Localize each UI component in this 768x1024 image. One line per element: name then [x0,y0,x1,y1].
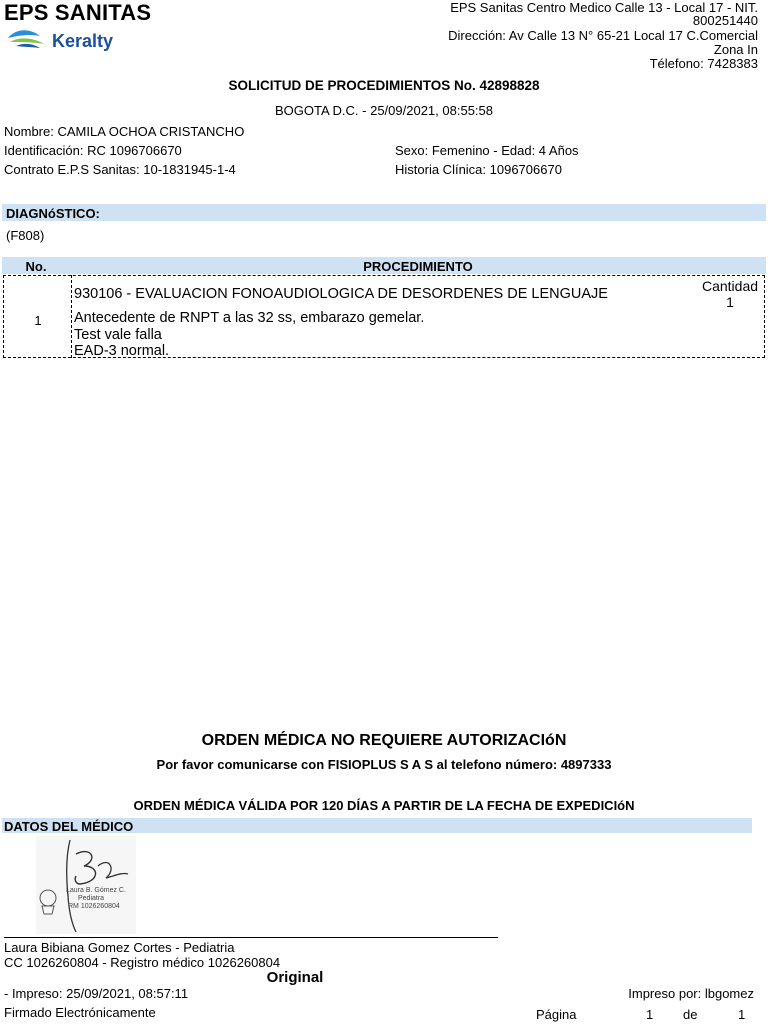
keralty-logo [6,26,161,52]
diagnosis-label: DIAGNóSTICO: [6,206,100,221]
patient-sex-age: Sexo: Femenino - Edad: 4 Años [395,143,579,158]
center-nit: 800251440 [692,13,758,28]
page-label: Página [536,1007,577,1022]
quantity-label: Cantidad [701,278,759,294]
signature-line [4,937,498,938]
original-label: Original [266,969,324,986]
col-procedure-header: PROCEDIMIENTO [363,259,473,274]
patient-history: Historia Clínica: 1096706670 [395,162,562,177]
doctor-signature [36,836,136,934]
keralty-logo-icon [6,26,161,52]
stamp-name: Laura B. Gómez C. [66,887,126,894]
procedure-note-3: EAD-3 normal. [74,343,170,359]
procedure-no: 1 [34,313,42,328]
page-current: 1 [646,1007,654,1022]
procedure-note-1: Antecedente de RNPT a las 32 ss, embarazo gemelar. [74,310,425,326]
page-total: 1 [738,1007,746,1022]
patient-contract: Contrato E.P.S Sanitas: 10-1831945-1-4 [4,162,236,177]
doctor-name: Laura Bibiana Gomez Cortes - Pediatria [4,940,235,955]
quantity-value: 1 [726,294,734,310]
procedure-name: 930106 - EVALUACION FONOAUDIOLOGICA DE DESORDENES DE LENGUAJE [74,286,608,302]
contact-notice: Por favor comunicarse con FISIOPLUS S A S al telefono número: 4897333 [156,757,612,772]
diagnosis-bar [2,204,766,221]
stamp-specialty: Pediatra [78,895,105,902]
patient-id: Identificación: RC 1096706670 [4,143,182,158]
printed-date: - Impreso: 25/09/2021, 08:57:11 [4,986,189,1001]
signature-stamp-icon [36,836,136,934]
diagnosis-code: (F808) [6,228,45,243]
printed-by: Impreso por: lbgomez [628,986,754,1001]
center-address: Dirección: Av Calle 13 N° 65-21 Local 17 C.Comercial [448,28,758,43]
document-title: SOLICITUD DE PROCEDIMIENTOS No. 42898828 [228,78,540,93]
stamp-registry: RM 1026260804 [68,903,120,910]
procedure-row-divider [71,275,72,358]
authorization-notice: ORDEN MÉDICA NO REQUIERE AUTORIZACIóN [201,732,567,749]
place-date: BOGOTA D.C. - 25/09/2021, 08:55:58 [275,103,493,118]
doctor-id: CC 1026260804 - Registro médico 1026260804 [4,955,281,970]
doctor-section-label: DATOS DEL MÉDICO [4,819,134,834]
center-phone: Télefono: 7428383 [649,56,758,71]
col-no-header: No. [25,259,47,274]
patient-name: Nombre: CAMILA OCHOA CRISTANCHO [4,124,245,139]
validity-notice: ORDEN MÉDICA VÁLIDA POR 120 DÍAS A PARTIR DE LA FECHA DE EXPEDICIóN [133,798,635,813]
signed-electronically: Firmado Electrónicamente [4,1005,156,1020]
brand-title: EPS SANITAS [4,0,152,25]
procedure-note-2: Test vale falla [74,327,162,343]
center-zone: Zona In [713,42,758,57]
logo-text: Keralty [52,31,114,51]
center-name: EPS Sanitas Centro Medico Calle 13 - Local 17 - NIT. [450,0,758,15]
page-of: de [683,1007,698,1022]
